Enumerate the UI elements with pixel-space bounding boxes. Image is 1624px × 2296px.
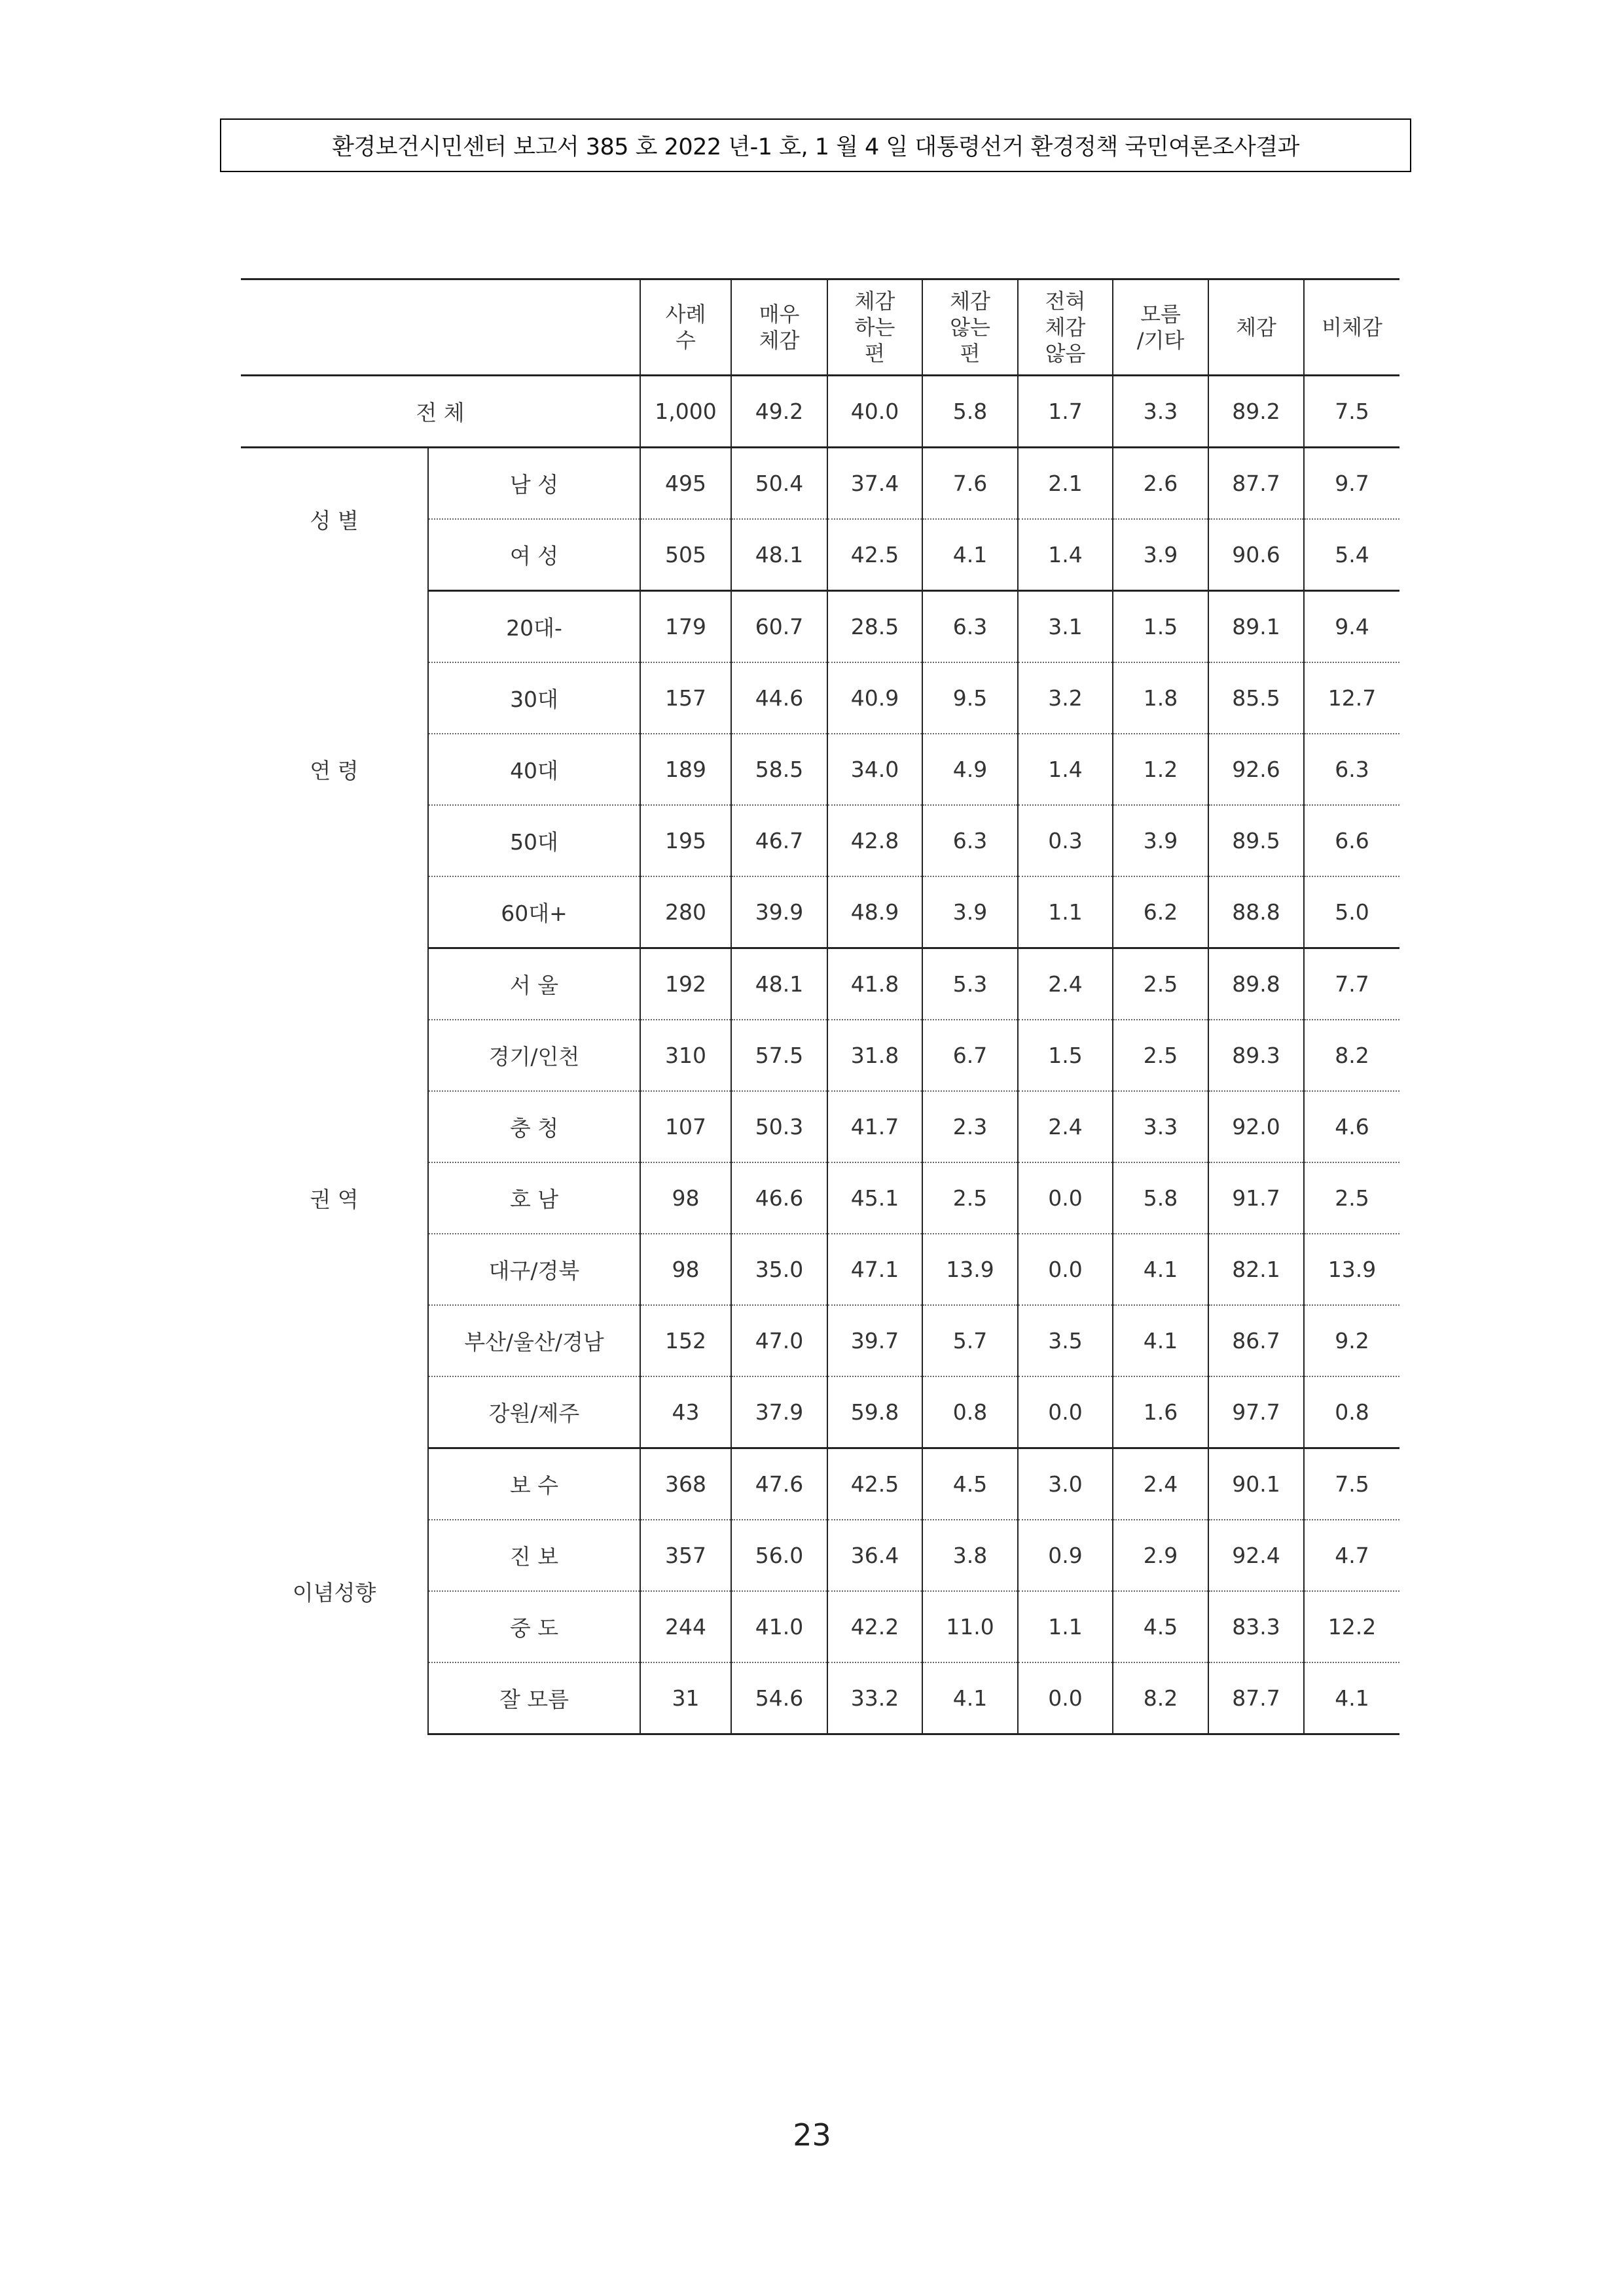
table-cell: 152 — [640, 1305, 731, 1376]
table-cell: 2.5 — [1304, 1162, 1399, 1234]
table-row — [241, 948, 1399, 1020]
table-header-row — [241, 279, 1399, 376]
table-cell: 2.5 — [922, 1162, 1018, 1234]
row-label: 남 성 — [428, 448, 640, 520]
column-header — [827, 279, 922, 376]
column-header-line: 수 — [676, 328, 696, 353]
table-cell: 45.1 — [827, 1162, 922, 1234]
column-header — [731, 279, 827, 376]
table-cell: 1.5 — [1018, 1020, 1113, 1091]
table-cell: 7.7 — [1304, 948, 1399, 1020]
table-cell: 82.1 — [1208, 1234, 1304, 1305]
table-cell: 179 — [640, 591, 731, 663]
column-header-line: 체감 — [1045, 315, 1086, 340]
table-cell: 2.1 — [1018, 448, 1113, 520]
table-cell: 89.1 — [1208, 591, 1304, 663]
table-cell: 5.7 — [922, 1305, 1018, 1376]
table-cell: 2.9 — [1113, 1520, 1208, 1591]
table-cell: 49.2 — [731, 376, 827, 448]
table-cell: 1.5 — [1113, 591, 1208, 663]
table-cell: 92.6 — [1208, 734, 1304, 805]
table-cell: 46.7 — [731, 805, 827, 876]
column-header-line: 체감 — [854, 289, 895, 314]
table-cell: 368 — [640, 1448, 731, 1520]
table-cell: 5.3 — [922, 948, 1018, 1020]
table-cell: 6.3 — [922, 591, 1018, 663]
table-cell: 5.0 — [1304, 876, 1399, 948]
table-body — [241, 376, 1399, 1734]
table-cell: 4.5 — [1113, 1591, 1208, 1662]
table-cell: 0.0 — [1018, 1234, 1113, 1305]
table-cell: 83.3 — [1208, 1591, 1304, 1662]
row-label: 호 남 — [428, 1162, 640, 1234]
table-cell: 3.9 — [922, 876, 1018, 948]
group-label: 연 령 — [241, 591, 428, 948]
column-header-line: 체감 — [1236, 315, 1276, 340]
table-cell: 2.3 — [922, 1091, 1018, 1162]
table-cell: 3.2 — [1018, 662, 1113, 734]
table-cell: 35.0 — [731, 1234, 827, 1305]
row-label: 50대 — [428, 805, 640, 876]
table-cell: 244 — [640, 1591, 731, 1662]
column-header-line: 모름 — [1140, 302, 1181, 327]
row-label: 보 수 — [428, 1448, 640, 1520]
table-cell: 1.6 — [1113, 1376, 1208, 1448]
table-cell: 4.1 — [922, 519, 1018, 591]
table-cell: 4.1 — [1304, 1662, 1399, 1734]
column-header — [1208, 279, 1304, 376]
table-cell: 1.4 — [1018, 519, 1113, 591]
total-label: 전 체 — [241, 376, 640, 448]
table-cell: 3.1 — [1018, 591, 1113, 663]
table-cell: 42.8 — [827, 805, 922, 876]
table-cell: 1,000 — [640, 376, 731, 448]
column-header-line: 편 — [960, 341, 981, 366]
column-header — [922, 279, 1018, 376]
table-cell: 1.8 — [1113, 662, 1208, 734]
table-cell: 97.7 — [1208, 1376, 1304, 1448]
table-cell: 6.6 — [1304, 805, 1399, 876]
survey-table — [241, 278, 1399, 1735]
row-label: 60대+ — [428, 876, 640, 948]
table-cell: 47.0 — [731, 1305, 827, 1376]
table-cell: 44.6 — [731, 662, 827, 734]
report-header-text: 환경보건시민센터 보고서 385 호 2022 년-1 호, 1 월 4 일 대통령선거 환경정책 국민여론조사결과 — [332, 134, 1299, 160]
row-label: 20대- — [428, 591, 640, 663]
table-cell: 60.7 — [731, 591, 827, 663]
table-cell: 9.2 — [1304, 1305, 1399, 1376]
table-cell: 85.5 — [1208, 662, 1304, 734]
table-cell: 98 — [640, 1162, 731, 1234]
table-cell: 34.0 — [827, 734, 922, 805]
table-cell: 91.7 — [1208, 1162, 1304, 1234]
column-header-line: 않음 — [1045, 341, 1086, 366]
table-cell: 0.8 — [922, 1376, 1018, 1448]
table-cell: 195 — [640, 805, 731, 876]
column-header-line: 체감 — [759, 328, 800, 353]
table-cell: 0.9 — [1018, 1520, 1113, 1591]
table-cell: 31.8 — [827, 1020, 922, 1091]
row-label: 잘 모름 — [428, 1662, 640, 1734]
row-label: 30대 — [428, 662, 640, 734]
table-cell: 42.5 — [827, 519, 922, 591]
table-cell: 1.1 — [1018, 876, 1113, 948]
column-header-line: 사례 — [665, 302, 706, 327]
table-cell: 1.7 — [1018, 376, 1113, 448]
table-cell: 4.1 — [1113, 1234, 1208, 1305]
table-cell: 0.8 — [1304, 1376, 1399, 1448]
table-cell: 357 — [640, 1520, 731, 1591]
table-cell: 56.0 — [731, 1520, 827, 1591]
table-cell: 2.4 — [1018, 1091, 1113, 1162]
table-cell: 42.5 — [827, 1448, 922, 1520]
table-cell: 1.1 — [1018, 1591, 1113, 1662]
table-cell: 0.0 — [1018, 1162, 1113, 1234]
table-cell: 3.8 — [922, 1520, 1018, 1591]
table-cell: 3.5 — [1018, 1305, 1113, 1376]
table-cell: 2.5 — [1113, 1020, 1208, 1091]
table-cell: 8.2 — [1113, 1662, 1208, 1734]
column-header — [1113, 279, 1208, 376]
table-cell: 9.4 — [1304, 591, 1399, 663]
table-cell: 89.8 — [1208, 948, 1304, 1020]
table-cell: 57.5 — [731, 1020, 827, 1091]
table-cell: 28.5 — [827, 591, 922, 663]
table-cell: 2.6 — [1113, 448, 1208, 520]
table-cell: 11.0 — [922, 1591, 1018, 1662]
table-cell: 12.2 — [1304, 1591, 1399, 1662]
table-cell: 3.3 — [1113, 1091, 1208, 1162]
table-cell: 0.0 — [1018, 1376, 1113, 1448]
table-cell: 31 — [640, 1662, 731, 1734]
table-cell: 1.2 — [1113, 734, 1208, 805]
group-label: 이념성향 — [241, 1448, 428, 1734]
table-cell: 4.9 — [922, 734, 1018, 805]
column-header-line: 하는 — [854, 315, 895, 340]
table-cell: 37.9 — [731, 1376, 827, 1448]
table-cell: 92.4 — [1208, 1520, 1304, 1591]
table-cell: 42.2 — [827, 1591, 922, 1662]
row-label: 중 도 — [428, 1591, 640, 1662]
table-cell: 39.7 — [827, 1305, 922, 1376]
table-cell: 13.9 — [922, 1234, 1018, 1305]
table-cell: 3.3 — [1113, 376, 1208, 448]
table-cell: 90.6 — [1208, 519, 1304, 591]
column-header-line: 전혀 — [1045, 289, 1086, 314]
table-cell: 7.6 — [922, 448, 1018, 520]
table-cell: 43 — [640, 1376, 731, 1448]
table-cell: 0.3 — [1018, 805, 1113, 876]
table-cell: 98 — [640, 1234, 731, 1305]
table-row — [241, 591, 1399, 663]
table-cell: 92.0 — [1208, 1091, 1304, 1162]
table-cell: 8.2 — [1304, 1020, 1399, 1091]
table-cell: 90.1 — [1208, 1448, 1304, 1520]
table-cell: 505 — [640, 519, 731, 591]
table-cell: 310 — [640, 1020, 731, 1091]
table-cell: 4.1 — [922, 1662, 1018, 1734]
table-cell: 280 — [640, 876, 731, 948]
table-cell: 4.5 — [922, 1448, 1018, 1520]
table-cell: 87.7 — [1208, 448, 1304, 520]
row-label: 충 청 — [428, 1091, 640, 1162]
column-header — [1304, 279, 1399, 376]
table-cell: 87.7 — [1208, 1662, 1304, 1734]
table-cell: 3.0 — [1018, 1448, 1113, 1520]
table-cell: 40.0 — [827, 376, 922, 448]
page-number: 23 — [793, 2117, 831, 2153]
table-cell: 6.7 — [922, 1020, 1018, 1091]
table-row — [241, 1448, 1399, 1520]
table-cell: 46.6 — [731, 1162, 827, 1234]
table-cell: 89.5 — [1208, 805, 1304, 876]
table-cell: 39.9 — [731, 876, 827, 948]
row-label: 40대 — [428, 734, 640, 805]
table-cell: 48.1 — [731, 519, 827, 591]
table-cell: 5.8 — [922, 376, 1018, 448]
table-cell: 13.9 — [1304, 1234, 1399, 1305]
table-cell: 37.4 — [827, 448, 922, 520]
column-header — [1018, 279, 1113, 376]
column-header-line: 매우 — [759, 302, 800, 327]
table-cell: 33.2 — [827, 1662, 922, 1734]
table-cell: 54.6 — [731, 1662, 827, 1734]
table-cell: 5.4 — [1304, 519, 1399, 591]
header-corner — [241, 279, 640, 376]
column-header — [640, 279, 731, 376]
column-header-line: /기타 — [1136, 328, 1185, 353]
row-label: 진 보 — [428, 1520, 640, 1591]
table-cell: 36.4 — [827, 1520, 922, 1591]
table-cell: 2.5 — [1113, 948, 1208, 1020]
table-cell: 88.8 — [1208, 876, 1304, 948]
table-cell: 192 — [640, 948, 731, 1020]
table-cell: 47.6 — [731, 1448, 827, 1520]
table-cell: 4.7 — [1304, 1520, 1399, 1591]
report-header — [220, 118, 1411, 172]
total-row — [241, 376, 1399, 448]
table-cell: 495 — [640, 448, 731, 520]
row-label: 서 울 — [428, 948, 640, 1020]
table-cell: 48.1 — [731, 948, 827, 1020]
row-label: 경기/인천 — [428, 1020, 640, 1091]
table-cell: 47.1 — [827, 1234, 922, 1305]
table-cell: 86.7 — [1208, 1305, 1304, 1376]
table-cell: 6.3 — [1304, 734, 1399, 805]
table-cell: 107 — [640, 1091, 731, 1162]
group-label: 권 역 — [241, 948, 428, 1448]
table-row — [241, 448, 1399, 520]
row-label: 부산/울산/경남 — [428, 1305, 640, 1376]
table-cell: 40.9 — [827, 662, 922, 734]
table-cell: 0.0 — [1018, 1662, 1113, 1734]
table-cell: 41.0 — [731, 1591, 827, 1662]
table-cell: 89.2 — [1208, 376, 1304, 448]
table-cell: 58.5 — [731, 734, 827, 805]
row-label: 여 성 — [428, 519, 640, 591]
table-cell: 1.4 — [1018, 734, 1113, 805]
table-cell: 12.7 — [1304, 662, 1399, 734]
table-cell: 5.8 — [1113, 1162, 1208, 1234]
table-cell: 59.8 — [827, 1376, 922, 1448]
row-label: 대구/경북 — [428, 1234, 640, 1305]
table-cell: 7.5 — [1304, 376, 1399, 448]
group-label: 성 별 — [241, 448, 428, 591]
row-label: 강원/제주 — [428, 1376, 640, 1448]
table-cell: 157 — [640, 662, 731, 734]
table-cell: 3.9 — [1113, 805, 1208, 876]
table-cell: 41.7 — [827, 1091, 922, 1162]
table-cell: 2.4 — [1113, 1448, 1208, 1520]
table-cell: 2.4 — [1018, 948, 1113, 1020]
column-header-line: 편 — [865, 341, 885, 366]
table-cell: 6.2 — [1113, 876, 1208, 948]
column-header-line: 비체감 — [1322, 315, 1382, 340]
column-header-line: 않는 — [950, 315, 990, 340]
table-cell: 89.3 — [1208, 1020, 1304, 1091]
table-cell: 48.9 — [827, 876, 922, 948]
table-cell: 50.4 — [731, 448, 827, 520]
table-cell: 9.7 — [1304, 448, 1399, 520]
table-cell: 3.9 — [1113, 519, 1208, 591]
table-cell: 6.3 — [922, 805, 1018, 876]
column-header-line: 체감 — [950, 289, 990, 314]
table-cell: 50.3 — [731, 1091, 827, 1162]
table-cell: 7.5 — [1304, 1448, 1399, 1520]
table-cell: 189 — [640, 734, 731, 805]
table-cell: 9.5 — [922, 662, 1018, 734]
table-cell: 41.8 — [827, 948, 922, 1020]
table-cell: 4.1 — [1113, 1305, 1208, 1376]
table-cell: 4.6 — [1304, 1091, 1399, 1162]
